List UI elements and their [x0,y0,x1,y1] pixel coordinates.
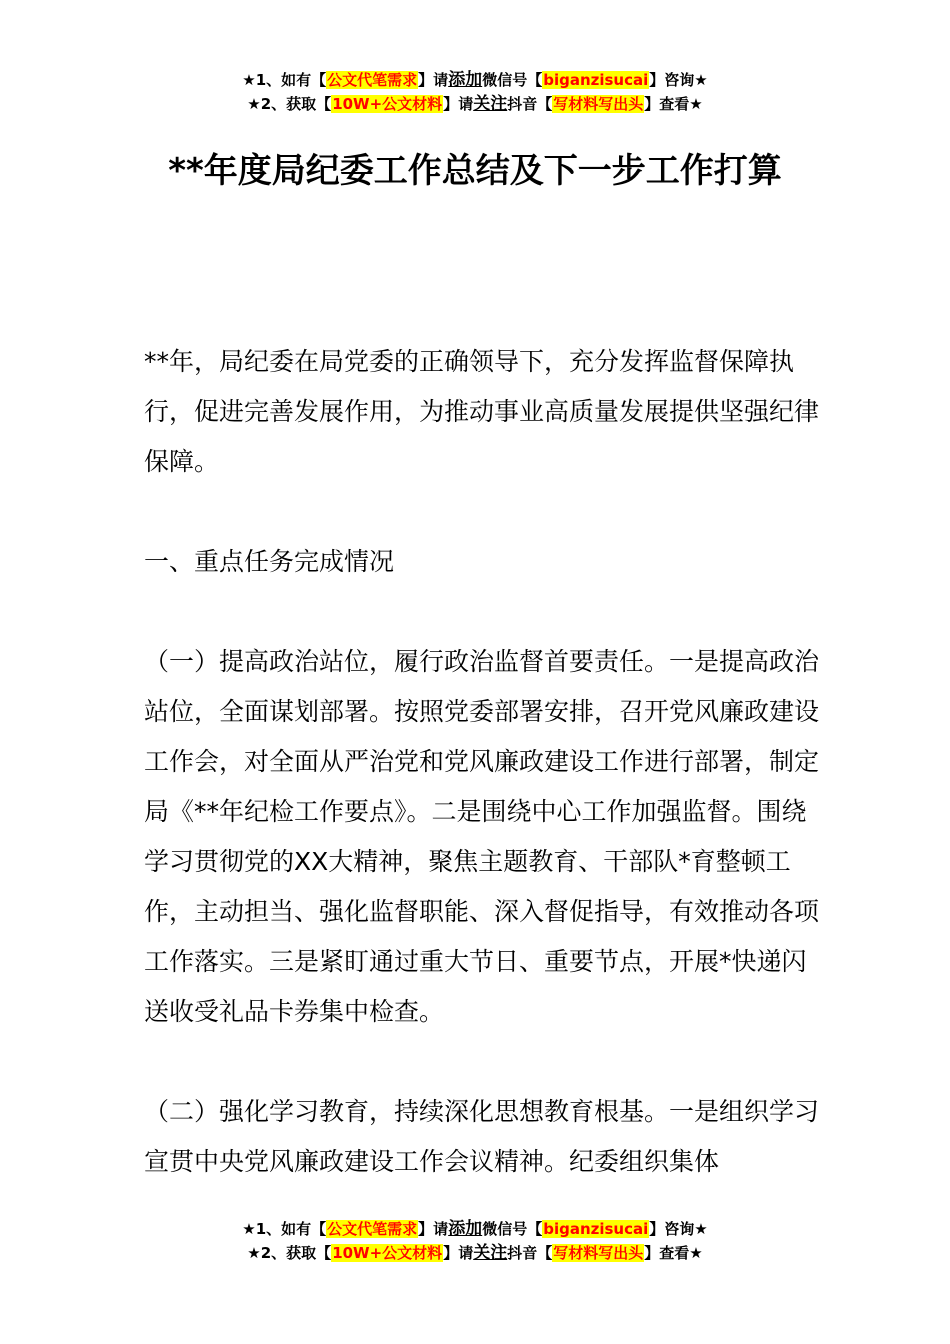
emphasis-add: 添加 [448,70,483,90]
banner-line-2: ★2、获取【10W+公文材料】请关注抖音【写材料写出头】查看★ [247,94,703,114]
section-heading: 一、重点任务完成情况 [144,547,395,576]
footer-banner [0,1217,950,1265]
emphasis-follow: 关注 [473,1243,508,1263]
body-paragraph-2: （二）强化学习教育，持续深化思想教育根基。一是组织学习宣贯中央党风廉政建设工作会议精神。纪委组织集体 [144,1097,820,1176]
banner-line-2: ★2、获取【10W+公文材料】请关注抖音【写材料写出头】查看★ [247,1243,703,1263]
document-title: **年度局纪委工作总结及下一步工作打算 [168,151,782,191]
header-banner [0,68,950,116]
highlight-service: 公文代笔需求 [327,1220,418,1238]
highlight-service: 公文代笔需求 [327,71,418,89]
document-body [144,337,820,1237]
body-paragraph-1: （一）提高政治站位，履行政治监督首要责任。一是提高政治站位，全面谋划部署。按照党委部署安排，召开党风廉政建设工作会，对全面从严治党和党风廉政建设工作进行部署，制定局《**年纪检工作要点》。二是围绕中心工作加强监督。围绕学习贯彻党的XX大精神，聚焦主题教育、干部队*育整顿工作，主动担当、强化监督职能、深入督促指导，有效推动各项工作落实。三是紧盯通过重大节日、重要节点，开展*快递闪送收受礼品卡券集中检查。 [144,647,820,1026]
highlight-douyin-account: 写材料写出头 [553,95,644,113]
highlight-wechat-id: biganzisucai [543,71,649,89]
emphasis-add: 添加 [448,1219,483,1239]
banner-line-1: ★1、如有【公文代笔需求】请添加微信号【biganzisucai】咨询★ [242,70,708,90]
banner-line-1: ★1、如有【公文代笔需求】请添加微信号【biganzisucai】咨询★ [242,1219,708,1239]
intro-paragraph: **年，局纪委在局党委的正确领导下，充分发挥监督保障执行，促进完善发展作用，为推动事业高质量发展提供坚强纪律保障。 [144,347,820,476]
highlight-materials: 10W+公文材料 [332,1244,443,1262]
highlight-douyin-account: 写材料写出头 [553,1244,644,1262]
highlight-wechat-id: biganzisucai [543,1220,649,1238]
highlight-materials: 10W+公文材料 [332,95,443,113]
emphasis-follow: 关注 [473,94,508,114]
